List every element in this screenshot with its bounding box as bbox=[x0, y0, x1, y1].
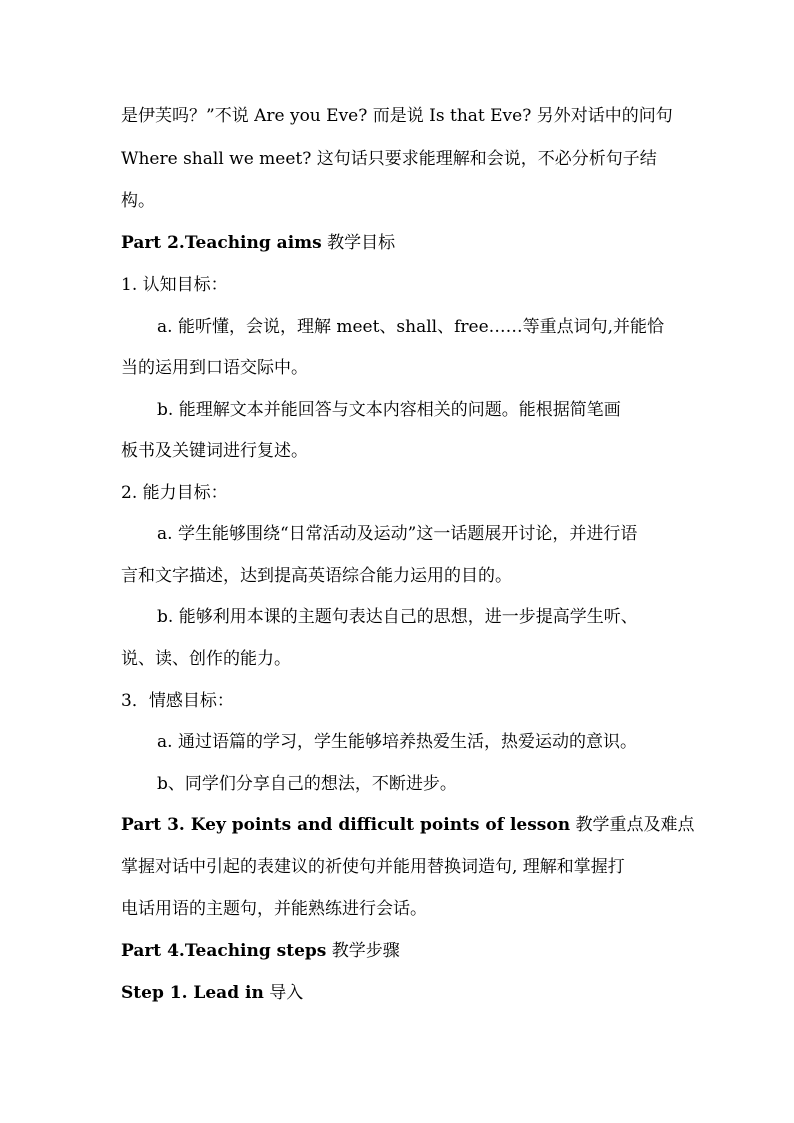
step1-heading-en: Step 1. Lead in bbox=[121, 983, 264, 1003]
item1-b-line1: b. 能理解文本并能回答与文本内容相关的问题。能根据简笔画 bbox=[157, 400, 621, 420]
item3-b: b、同学们分享自己的想法，不断进步。 bbox=[157, 774, 457, 794]
part3-body-line1: 掌握对话中引起的表建议的祈使句并能用替换词造句, 理解和掌握打 bbox=[121, 857, 625, 877]
part4-heading-en: Part 4.Teaching steps bbox=[121, 941, 327, 961]
part3-body-line2: 电话用语的主题句，并能熟练进行会话。 bbox=[121, 899, 427, 919]
item2-title: 2. 能力目标： bbox=[121, 483, 228, 503]
part3-heading bbox=[121, 814, 695, 836]
item1-a-line1: a. 能听懂，会说，理解 meet、shall、free……等重点词句,并能恰 bbox=[157, 317, 665, 337]
item2-a-line2: 言和文字描述，达到提高英语综合能力运用的目的。 bbox=[121, 566, 512, 586]
item1-a-line2: 当的运用到口语交际中。 bbox=[121, 358, 308, 378]
part2-heading-cn: 教学目标 bbox=[321, 233, 396, 253]
paragraph-line: 是伊芙吗？”不说 Are you Eve? 而是说 Is that Eve? 另外对话中的问句 bbox=[121, 106, 673, 126]
part2-heading bbox=[121, 232, 681, 254]
item3-title: 3．情感目标： bbox=[121, 691, 234, 711]
item2-b-line1: b. 能够利用本课的主题句表达自己的思想，进一步提高学生听、 bbox=[157, 607, 638, 627]
item2-b-line2: 说、读、创作的能力。 bbox=[121, 649, 291, 669]
step1-heading-cn: 导入 bbox=[263, 983, 304, 1003]
part2-heading-en: Part 2.Teaching aims bbox=[121, 233, 322, 253]
part4-heading-cn: 教学步骤 bbox=[326, 941, 400, 961]
part4-heading bbox=[121, 940, 681, 962]
step1-heading bbox=[121, 982, 681, 1004]
item1-b-line2: 板书及关键词进行复述。 bbox=[121, 441, 308, 461]
part3-heading-en: Part 3. Key points and difficult points of lesson bbox=[121, 815, 571, 835]
item1-title: 1. 认知目标： bbox=[121, 275, 228, 295]
part3-heading-cn: 教学重点及难点 bbox=[570, 815, 695, 835]
item2-a-line1: a. 学生能够围绕“日常活动及运动”这一话题展开讨论，并进行语 bbox=[157, 524, 638, 544]
paragraph-line: 构。 bbox=[121, 191, 155, 211]
item3-a: a. 通过语篇的学习，学生能够培养热爱生活，热爱运动的意识。 bbox=[157, 732, 637, 752]
paragraph-line: Where shall we meet? 这句话只要求能理解和会说，不必分析句子结 bbox=[121, 149, 657, 169]
